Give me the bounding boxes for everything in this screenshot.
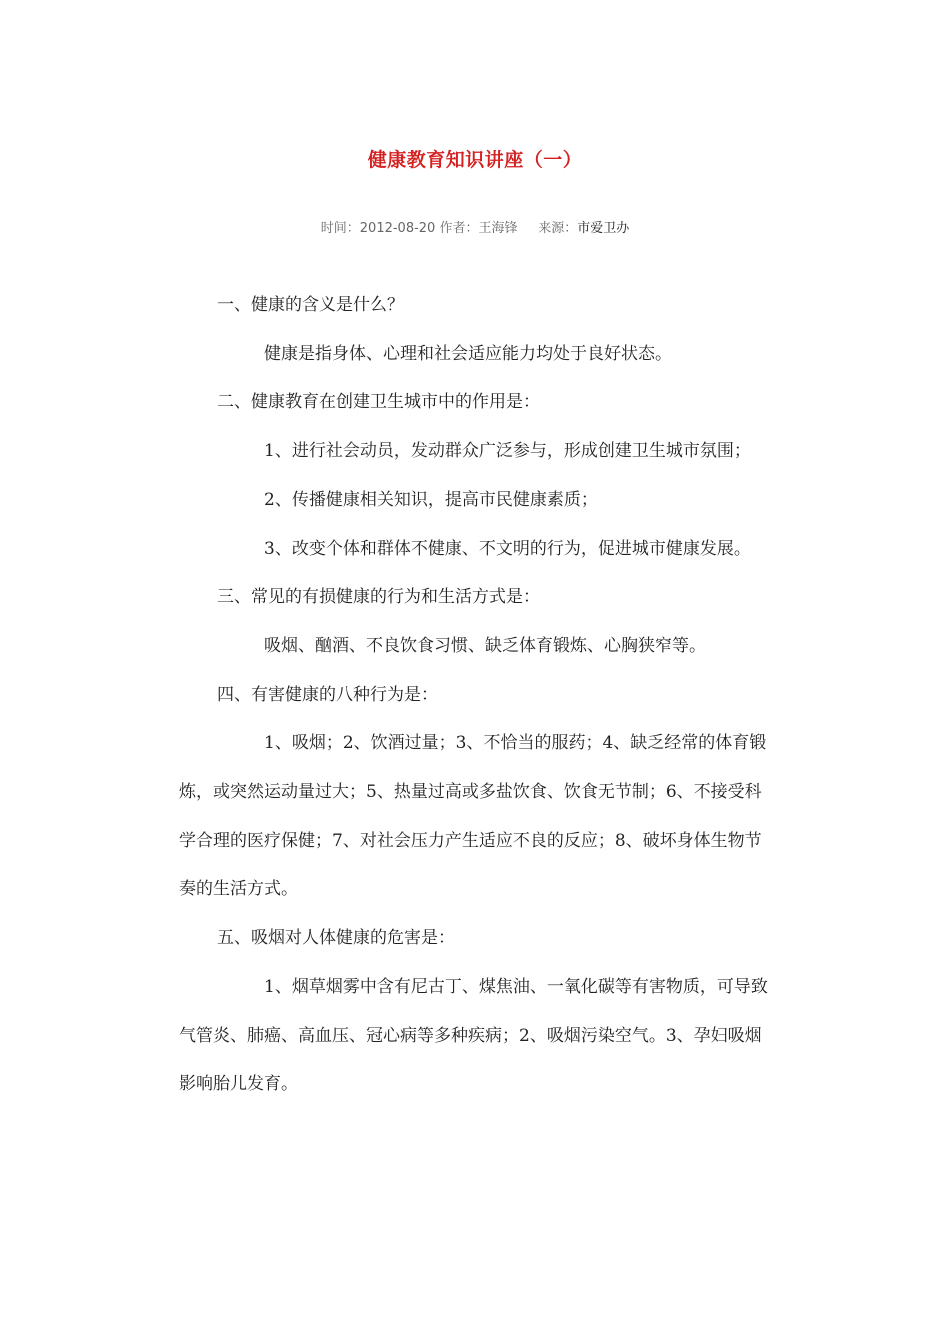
author-value: 王海锋 xyxy=(478,221,518,236)
paragraph: 1、吸烟；2、饮酒过量；3、不恰当的服药；4、缺乏经常的体育锻炼，或突然运动量过大；5、热量过高或多盐饮食、饮食无节制；6、不接受科学合理的医疗保健；7、对社会压力产生适应不良的反应；8、破坏身体生物节奏的生活方式。 xyxy=(179,733,767,900)
paragraph: 1、烟草烟雾中含有尼古丁、煤焦油、一氧化碳等有害物质，可导致气管炎、肺癌、高血压、冠心病等多种疾病；2、吸烟污染空气。3、孕妇吸烟影响胎儿发育。 xyxy=(179,976,768,1095)
article-title: 健康教育知识讲座（一） xyxy=(367,149,583,171)
paragraph: 吸烟、酗酒、不良饮食习惯、缺乏体育锻炼、心胸狭窄等。 xyxy=(264,635,706,656)
author-label: 作者： xyxy=(439,221,479,236)
paragraph: 1、进行社会动员，发动群众广泛参与，形成创建卫生城市氛围； xyxy=(264,441,751,462)
time-value: 2012-08-20 xyxy=(359,221,436,236)
paragraph: 健康是指身体、心理和社会适应能力均处于良好状态。 xyxy=(264,343,672,364)
time-label: 时间： xyxy=(320,221,360,236)
section-heading: 三、常见的有损健康的行为和生活方式是： xyxy=(217,587,540,608)
section-heading: 四、有害健康的八种行为是： xyxy=(217,684,438,705)
paragraph: 2、传播健康相关知识，提高市民健康素质； xyxy=(264,489,598,510)
source-value: 市爱卫办 xyxy=(577,221,630,236)
source-label: 来源： xyxy=(538,221,578,236)
section-heading: 一、健康的含义是什么？ xyxy=(217,295,404,315)
section-heading: 二、健康教育在创建卫生城市中的作用是： xyxy=(217,392,540,413)
section-heading: 五、吸烟对人体健康的危害是： xyxy=(217,928,455,949)
article-meta xyxy=(0,217,950,236)
article-body xyxy=(179,281,775,1109)
paragraph: 3、改变个体和群体不健康、不文明的行为，促进城市健康发展。 xyxy=(264,538,751,559)
